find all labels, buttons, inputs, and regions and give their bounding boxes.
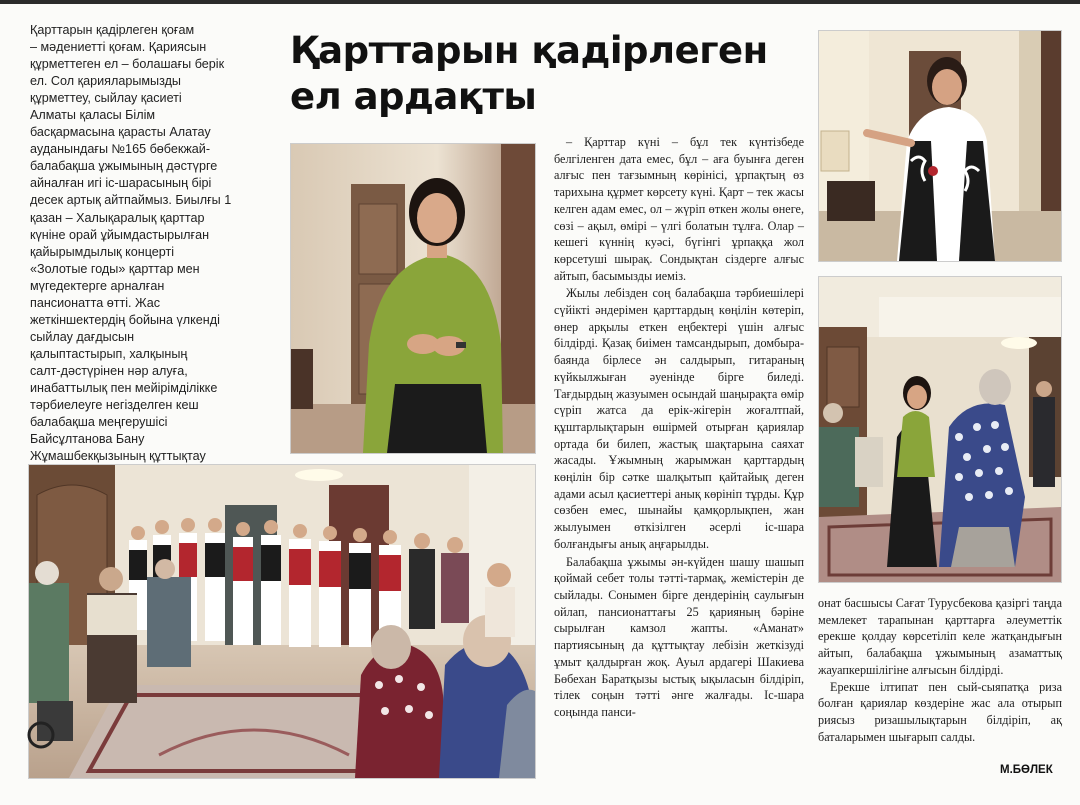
intro-line: пансионатта өтті. Жас — [30, 295, 161, 310]
intro-line: Қарттарын қадірлеген қоғам — [30, 23, 195, 37]
intro-line: «Золотые годы» қарттар мен — [30, 261, 200, 276]
photo-dance-scene — [818, 276, 1062, 583]
intro-line: құрметтеген ел – болашағы берік — [30, 57, 225, 72]
headline — [290, 28, 810, 120]
photo-teacher-portrait — [290, 143, 536, 454]
top-rule — [0, 0, 1080, 4]
body-paragraph: Жылы лебізден соң балабақша тәрбиешілері сүйікті әндерімен қарттардың көңілін көтеріп, өнер арқылы еткен еңбектері үшін алғыс білдірді. Қазақ биімен тамсандырып, домбыра-баянда бірлесе ән салдырып, гитараның күйкылжыған әуенінде бірге биледі. Тағдырдың жазуымен осындай шаңырақта өмір сүріп жатса да ерік-жігерін жоғалтпай, құштарлықтарын өшірмей отырған қариялар ортада би билеп, жастық шақтарына саяхат жасады. Ұжымның жарымжан қарттардың көңілін бір сәтке шалқытып қайтайық деген адами асыл қасиеттері анық көрініп тұрды. Құр сөзбен емес, шынайы қамқорлықпен, жан жылуымен өткізілген әсерлі іс-шара болғандығы анық аңғарылды. — [554, 286, 804, 551]
photo-elder-singer — [818, 30, 1062, 262]
intro-line: мүгедектерге арналған — [30, 278, 165, 293]
intro-column — [30, 22, 276, 464]
body-paragraph: Ерекше ілтипат пен сый-сыяпатқа риза болған қариялар көздеріне жас ала отырып риясыз ризашылықтарын білдіріп, ақ баталарымен шығарып салды. — [818, 679, 1062, 744]
photo-group-concert — [28, 464, 536, 779]
intro-line: күніне орай ұйымдастырылған — [30, 227, 210, 242]
intro-line: балабақша меңгерушісі — [30, 415, 168, 430]
intro-line: қазан – Халықаралық қарттар — [30, 210, 205, 225]
body-paragraph: Балабақша ұжымы ән-күйден шашу шашып қоймай себет толы тәтті-тармақ, жемістерін де сыйлады. Сонымен бірге дендерінің саулығын ойлап, пансионаттағы 25 қарияның бәріне сырылған камзол жапты. «Аманат» партиясының да құттықтау лебізін жеткізуді ұмыт қалдырған жоқ. Ауыл ардагері Шакиева Бөбехан Бaратқызы ыстық ықыласын білдіріп, тілек соңын тәтті әнге жалғады. Іс-шара соңында панси- — [554, 554, 804, 719]
intro-line: ауданындағы №165 бөбекжай- — [30, 142, 211, 157]
intro-line: сыйлау дағдысын — [30, 329, 135, 344]
body-column-right — [818, 595, 1062, 745]
intro-line: салт-дәстүрінен нәр алуға, — [30, 363, 188, 378]
intro-line: инабаттылық пен мейірімділікке — [30, 380, 218, 395]
body-paragraph: – Қарттар күні – бұл тек күнтізбеде белгіленген дата емес, бұл – аға буынға деген алғыс пен тағзымның көрінісі, ұрпақтың өз тарихына құрмет көрсету күні. Қарт – тек жасы келген адам емес, ол – жүріп өткен жолы өнеге, сөзі – ақыл, өмірі – үлгі болатын тұлға. Олар – кешегі күннің куәсі, бүгінгі ұрпаққа жол көрсетуші шырақ. Сондықтан сіздерге алғыс айтып, басымызды иеміз. — [554, 135, 804, 283]
intro-line: Байсұлтанова Бану — [30, 432, 145, 447]
headline-line-1: Қарттарын қадірлеген — [290, 29, 768, 72]
intro-line: – мәдениетті қоғам. Қариясын — [30, 40, 207, 55]
intro-line: қайырымдылық концерті — [30, 244, 175, 259]
intro-line: жеткіншектердің бойына үлкенді — [30, 312, 220, 327]
intro-line: құрметтеу, сыйлау қасиеті — [30, 91, 182, 106]
intro-line: ел. Сол қарияларымызды — [30, 74, 181, 89]
headline-line-2: ел ардақты — [290, 75, 537, 118]
author-signature: М.БӨЛЕК — [1000, 764, 1053, 776]
body-paragraph: онат басшысы Сағат Турусбекова қазіргі таңда мемлекет тарапынан қарттарға әлеуметтік ерекше қолдау көрсетіліп келе жатқандығын айтып, балабақша ұжымының азаматтық жауапкершілігіне алғысын білдірді. — [818, 596, 1062, 677]
intro-line: басқармасына қарасты Алатау — [30, 125, 211, 140]
intro-line: Алматы қаласы Білім — [30, 108, 156, 123]
body-column-middle — [554, 134, 804, 721]
intro-line: тәрбиелеуге негізделген кеш — [30, 398, 199, 413]
intro-line: десек артық айтпаймыз. Биылғы 1 — [30, 193, 232, 208]
intro-line: Жұмашбекқызының құттықтау — [30, 449, 206, 464]
intro-line: айналған игі іс-шарасының бірі — [30, 176, 212, 191]
intro-line: балабақша ұжымының дәстүрге — [30, 159, 218, 174]
intro-line: қалыптастырып, халқының — [30, 346, 188, 361]
